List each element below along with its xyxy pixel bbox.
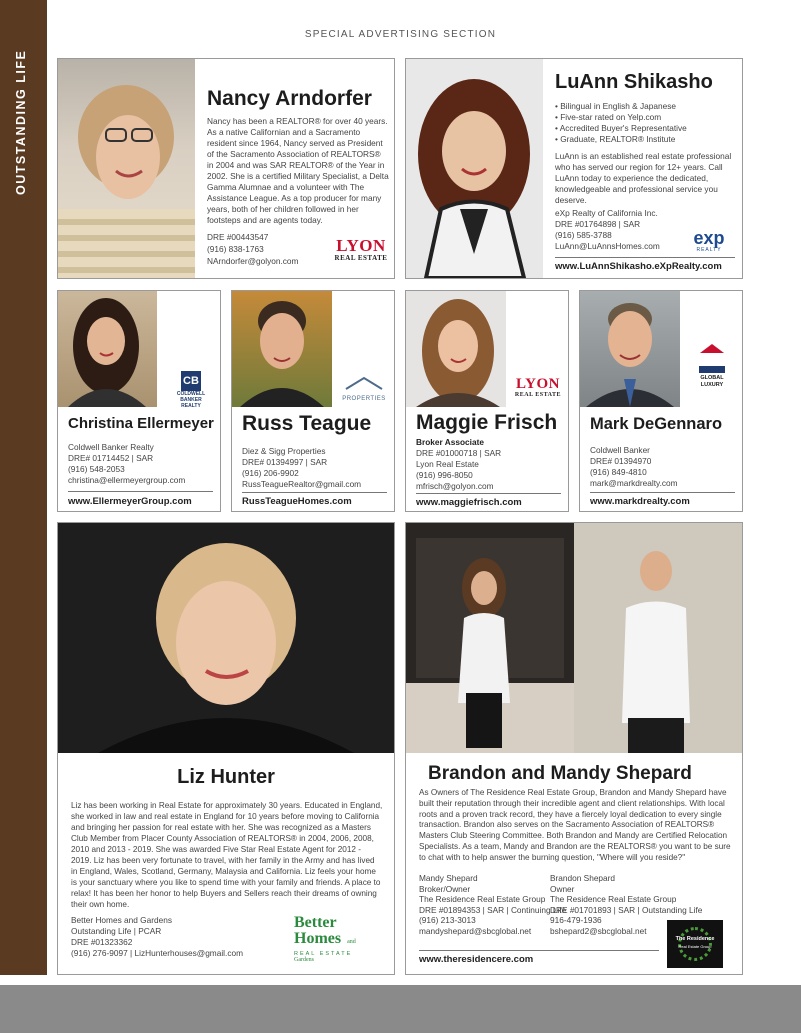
cb-mark-icon: CB	[181, 371, 201, 391]
agent-bio: Liz has been working in Real Estate for approximately 30 years. Educated in England, she worked in law and real estate in England for 10 years before moving to California and bringing her passion for real estate with her. She was recognized as a Masters Club Member from Placer County Association of REALTORS® in 2004, 2006, 2008, 2010 and 2013 - 2019. She was awarded Five Star Real Estate Agent for 2012 - 2019. Liz has been very fortunate to travel, with her family in the Army and has lived in England, Wales, Scotland, Germany, Malaysia and California. Liz feels your home is your sanctuary where you like to spend time with your family and friends. A place to relax! It has been her honor to help Buyers and Sellers reach their dreams of owning their own home.	[71, 801, 383, 909]
lyon-logo: LYON REAL ESTATE	[334, 236, 388, 262]
better-homes-logo: Better Homes and Gardens REAL ESTATE	[294, 914, 356, 963]
agent-company: Coldwell Banker	[590, 445, 650, 455]
agent-email[interactable]: mark@markdrealty.com	[590, 478, 678, 488]
agent-card-christina	[57, 290, 221, 512]
agent-highlights	[555, 101, 687, 145]
agent-name: Maggie Frisch	[416, 411, 558, 434]
house-roof-icon	[342, 375, 386, 391]
agent-photo	[406, 59, 543, 278]
divider	[68, 491, 213, 492]
agent-dre: DRE #00443547	[207, 232, 269, 242]
residence-logo	[667, 920, 723, 968]
agent-name: Christina Ellermeyer	[68, 415, 214, 432]
agent-website-link[interactable]: www.theresidencere.com	[419, 954, 534, 965]
agent-card-maggie	[405, 290, 569, 512]
page-header: SPECIAL ADVERTISING SECTION	[304, 29, 497, 40]
agent-name: Mark DeGennaro	[590, 415, 723, 433]
divider	[590, 492, 735, 493]
agent-email[interactable]: NArndorfer@golyon.com	[207, 256, 299, 266]
agent-company: eXp Realty of California Inc.	[555, 208, 658, 218]
agent-email[interactable]: christina@ellermeyergroup.com	[68, 475, 186, 485]
lyon-logo: LYON REAL ESTATE	[514, 376, 562, 398]
agent-phone: (916) 849-4810	[590, 467, 647, 477]
agent-company: Better Homes and Gardens	[71, 915, 172, 925]
highlight-item: • Bilingual in English & Japanese	[555, 101, 676, 111]
agent-name: Brandon and Mandy Shepard	[428, 763, 692, 784]
agent-dre: DRE #01764898 | SAR	[555, 219, 641, 229]
agent-dre: DRE# 01394970	[590, 456, 652, 466]
agent-phone: (916) 548-2053	[68, 464, 125, 474]
page-footer-bar	[0, 985, 801, 1033]
agent-email[interactable]: RussTeagueRealtor@gmail.com	[242, 479, 362, 489]
agent-website-link[interactable]: www.LuAnnShikasho.eXpRealty.com	[555, 261, 722, 272]
agent-name: Nancy Arndorfer	[207, 87, 372, 110]
highlight-item: • Five-star rated on Yelp.com	[555, 112, 662, 122]
agent-company: Lyon Real Estate	[416, 459, 479, 469]
agent-card-nancy	[57, 58, 395, 279]
agent-card-liz	[57, 522, 395, 975]
house-roof-icon	[697, 341, 727, 355]
agent-company: Coldwell Banker Realty	[68, 442, 154, 452]
agent-website-link[interactable]: www.EllermeyerGroup.com	[68, 496, 192, 507]
agent-dre: DRE# 01394997 | SAR	[242, 457, 328, 467]
agent-website-link[interactable]: www.maggiefrisch.com	[416, 497, 522, 508]
agent-dre: DRE# 01714452 | SAR	[68, 453, 154, 463]
agent-phone: (916) 585-3788	[555, 230, 612, 240]
agent-photo	[406, 523, 742, 753]
agent-company: Diez & Sigg Properties	[242, 446, 326, 456]
agent-card-luann	[405, 58, 743, 279]
agent-email[interactable]: LuAnn@LuAnnsHomes.com	[555, 241, 660, 251]
divider	[419, 950, 659, 951]
agent-bio: Nancy has been a REALTOR® for over 40 years. As a native Californian and a Sacramento resident since 1964, Nancy served as President of the Sacramento Association of REALTORS® in 2004 and was SAR REALTOR® of the Year in 2002. She is a certified Military Specialist, a Delta Gamma Alumnae and a volunteer with The Assistance League. As a top producer for many years, both of her children followed in her footsteps and are agents today.	[207, 116, 389, 225]
agent-bio: As Owners of The Residence Real Estate Group, Brandon and Mandy Shepard have built their reputation through their incredible agent and client relationships. With local roots and a proven track record, they have a fiercely loyal dedication to every single transaction. Brandon also serves on the Sacramento Association of REALTORS® Masters Club Steering Committee. Both Brandon and Mandy are Certified Relocation Specialists. As a team, Mandy and Brandon are the REALTORS® you want to be sure to chat with to help answer the burning question, "Where will you reside?"	[419, 788, 731, 862]
agent-photo	[58, 59, 195, 278]
agent-name: LuAnn Shikasho	[555, 71, 713, 93]
section-label: OUTSTANDING LIFE	[14, 49, 28, 195]
divider	[242, 492, 387, 493]
brandon-contact: Brandon Shepard Owner The Residence Real Estate Group DRE #01701893 | SAR | Outstanding Life 916-479-1936 bshepard2@sbcglobal.net	[550, 873, 703, 936]
agent-phone: (916) 996-8050	[416, 470, 473, 480]
agent-phone: (916) 838-1763	[207, 244, 264, 254]
highlight-item: • Accredited Buyer's Representative	[555, 123, 687, 133]
agent-website-link[interactable]: www.markdrealty.com	[590, 496, 690, 507]
agent-photo	[232, 291, 332, 407]
properties-logo: PROPERTIES	[340, 375, 388, 402]
mandy-email[interactable]: mandyshepard@sbcglobal.net	[419, 925, 532, 936]
agent-photo	[58, 523, 394, 753]
agent-affiliation: Outstanding Life | PCAR	[71, 926, 162, 936]
agent-card-shepard	[405, 522, 743, 975]
coldwell-banker-logo: CB COLDWELL BANKER REALTY	[174, 371, 208, 409]
divider	[555, 257, 735, 258]
agent-contact[interactable]: (916) 276-9097 | LizHunterhouses@gmail.com	[71, 948, 243, 958]
agent-website-link[interactable]: RussTeagueHomes.com	[242, 496, 352, 507]
agent-photo	[406, 291, 506, 407]
agent-bio: LuAnn is an established real estate professional who has served our region for 12+ years. Call LuAnn today to experience the dedicated, knowledgeable and professional service you deserve.	[555, 151, 732, 205]
highlight-item: • Graduate, REALTOR® Institute	[555, 134, 676, 144]
global-luxury-logo: GLOBAL LUXURY	[691, 341, 733, 389]
agent-dre: DRE #01323362	[71, 937, 133, 947]
section-sidebar	[0, 0, 47, 975]
wreath-icon: The Residence Real Estate Group	[678, 927, 712, 961]
agent-phone: (916) 206-9902	[242, 468, 299, 478]
agent-email[interactable]: mfrisch@golyon.com	[416, 481, 494, 491]
agent-card-mark	[579, 290, 743, 512]
cb-bar-icon	[699, 366, 725, 373]
agent-photo	[58, 291, 157, 407]
agent-title: Broker Associate	[416, 437, 484, 447]
divider	[416, 493, 561, 494]
agent-dre: DRE #01000718 | SAR	[416, 448, 502, 458]
brandon-email[interactable]: bshepard2@sbcglobal.net	[550, 925, 647, 936]
agent-photo	[580, 291, 680, 407]
exp-logo: exp REALTY	[693, 228, 725, 253]
agent-card-russ	[231, 290, 395, 512]
mandy-contact: Mandy Shepard Broker/Owner The Residence Real Estate Group DRE #01894353 | SAR | Continuing Life (916) 213-3013 mandyshepard@sbcglobal.net	[419, 873, 567, 936]
agent-name: Liz Hunter	[177, 766, 275, 788]
agent-name: Russ Teague	[242, 412, 372, 435]
